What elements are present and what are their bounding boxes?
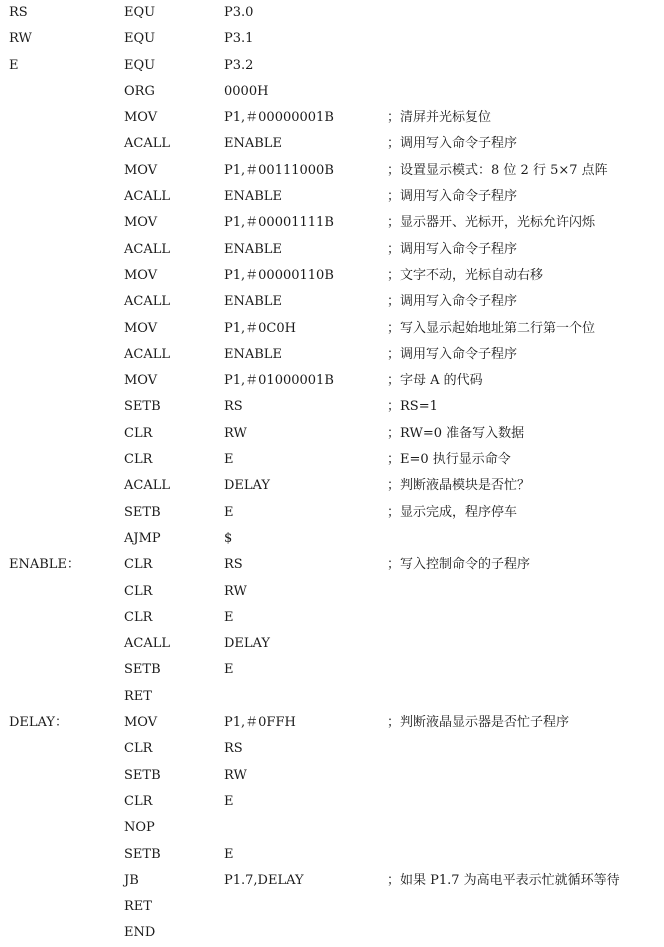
line-mnemonic: EQU — [124, 31, 156, 47]
line-operand: E — [224, 662, 234, 678]
line-mnemonic: ORG — [124, 83, 155, 99]
code-line — [0, 868, 664, 894]
line-mnemonic: END — [124, 925, 156, 941]
line-comment: ；E=0 执行显示命令 — [387, 452, 511, 468]
line-operand: P1.7,DELAY — [224, 872, 304, 888]
line-operand: DELAY — [224, 478, 270, 494]
line-mnemonic: SETB — [124, 399, 161, 415]
code-line — [0, 763, 664, 789]
line-operand: ENABLE — [224, 189, 282, 205]
line-operand: P3.2 — [224, 57, 254, 73]
line-mnemonic: AJMP — [124, 530, 161, 546]
code-line — [0, 105, 664, 131]
line-label: ENABLE： — [9, 557, 80, 573]
line-mnemonic: CLR — [124, 425, 153, 441]
line-mnemonic: SETB — [124, 767, 161, 783]
line-comment: ；写入显示起始地址第二行第一个位 — [387, 320, 596, 336]
line-mnemonic: MOV — [124, 373, 158, 389]
line-mnemonic: ACALL — [124, 478, 170, 494]
line-mnemonic: MOV — [124, 320, 158, 336]
line-label: RS — [9, 5, 28, 20]
line-operand: RS — [224, 557, 243, 573]
code-line — [0, 552, 664, 578]
line-operand: 0000H — [224, 83, 269, 99]
line-comment: ；调用写入命令子程序 — [387, 346, 518, 362]
line-operand: ENABLE — [224, 294, 282, 310]
code-line — [0, 26, 664, 52]
code-line — [0, 842, 664, 868]
line-operand: RS — [224, 741, 243, 757]
line-operand: P1,＃00000001B — [224, 110, 334, 126]
line-operand: RW — [224, 767, 247, 783]
line-operand: P1,＃00111000B — [224, 162, 334, 178]
line-comment: ；判断液晶模块是否忙？ — [387, 478, 531, 494]
line-operand: P1,＃00000110B — [224, 267, 334, 283]
line-mnemonic: SETB — [124, 662, 161, 678]
code-line — [0, 579, 664, 605]
line-mnemonic: CLR — [124, 557, 153, 573]
code-line — [0, 394, 664, 420]
code-line — [0, 368, 664, 394]
line-operand: RW — [224, 425, 247, 441]
line-comment: ；调用写入命令子程序 — [387, 241, 518, 257]
line-operand: P1,＃01000001B — [224, 373, 334, 389]
line-operand: E — [224, 452, 234, 468]
line-mnemonic: ACALL — [124, 241, 170, 257]
code-line — [0, 158, 664, 184]
code-line — [0, 631, 664, 657]
line-mnemonic: JB — [124, 872, 139, 888]
code-line — [0, 894, 664, 920]
code-line — [0, 447, 664, 473]
line-mnemonic: MOV — [124, 162, 158, 178]
line-mnemonic: RET — [124, 688, 152, 704]
line-mnemonic: EQU — [124, 5, 156, 20]
line-mnemonic: ACALL — [124, 136, 170, 152]
line-comment: ；调用写入命令子程序 — [387, 189, 518, 205]
line-comment: ；RW=0 准备写入数据 — [387, 425, 525, 441]
line-comment: ；调用写入命令子程序 — [387, 136, 518, 152]
line-mnemonic: MOV — [124, 110, 158, 126]
line-comment: ；如果 P1.7 为高电平表示忙就循环等待 — [387, 872, 620, 888]
line-operand: E — [224, 504, 234, 520]
line-operand: RS — [224, 399, 243, 415]
line-label: E — [9, 57, 19, 73]
code-line — [0, 473, 664, 499]
code-line — [0, 237, 664, 263]
line-operand: DELAY — [224, 636, 270, 652]
line-mnemonic: EQU — [124, 57, 156, 73]
line-mnemonic: MOV — [124, 267, 158, 283]
line-label: DELAY： — [9, 715, 68, 731]
line-mnemonic: ACALL — [124, 346, 170, 362]
code-line — [0, 79, 664, 105]
code-line — [0, 342, 664, 368]
line-comment: ；设置显示模式：8 位 2 行 5×7 点阵 — [387, 162, 608, 178]
code-line — [0, 605, 664, 631]
line-operand: ENABLE — [224, 241, 282, 257]
line-mnemonic: NOP — [124, 820, 155, 836]
code-line — [0, 53, 664, 79]
code-line — [0, 210, 664, 236]
line-mnemonic: CLR — [124, 741, 153, 757]
code-line — [0, 0, 664, 26]
line-mnemonic: MOV — [124, 715, 158, 731]
line-comment: ；清屏并光标复位 — [387, 110, 492, 126]
line-label: RW — [9, 31, 32, 47]
line-mnemonic: ACALL — [124, 294, 170, 310]
line-operand: E — [224, 609, 234, 625]
code-line — [0, 184, 664, 210]
line-operand: P3.1 — [224, 31, 254, 47]
code-line — [0, 263, 664, 289]
line-comment: ；写入控制命令的子程序 — [387, 557, 531, 573]
code-line — [0, 710, 664, 736]
line-mnemonic: CLR — [124, 609, 153, 625]
line-operand: P1,＃00001111B — [224, 215, 334, 231]
line-comment: ；调用写入命令子程序 — [387, 294, 518, 310]
line-operand: ENABLE — [224, 136, 282, 152]
line-operand: ENABLE — [224, 346, 282, 362]
code-line — [0, 657, 664, 683]
code-line — [0, 815, 664, 841]
line-comment: ；显示完成，程序停车 — [387, 504, 518, 520]
code-line — [0, 736, 664, 762]
code-line — [0, 289, 664, 315]
line-comment: ；字母 A 的代码 — [387, 373, 483, 389]
line-mnemonic: CLR — [124, 793, 153, 809]
code-line — [0, 526, 664, 552]
line-operand: P1,＃0FFH — [224, 715, 296, 731]
code-line — [0, 131, 664, 157]
line-mnemonic: SETB — [124, 504, 161, 520]
line-comment: ；显示器开、光标开，光标允许闪烁 — [387, 215, 596, 231]
code-line — [0, 789, 664, 815]
line-mnemonic: CLR — [124, 583, 153, 599]
line-operand: E — [224, 793, 234, 809]
line-operand: P3.0 — [224, 5, 254, 20]
line-comment: ；RS=1 — [387, 399, 438, 415]
line-operand: E — [224, 846, 234, 862]
line-mnemonic: MOV — [124, 215, 158, 231]
line-mnemonic: RET — [124, 899, 152, 915]
code-line — [0, 920, 664, 946]
line-mnemonic: ACALL — [124, 189, 170, 205]
line-comment: ；判断液晶显示器是否忙子程序 — [387, 715, 570, 731]
code-line — [0, 421, 664, 447]
line-mnemonic: ACALL — [124, 636, 170, 652]
line-operand: $ — [224, 530, 233, 546]
code-line — [0, 316, 664, 342]
line-mnemonic: SETB — [124, 846, 161, 862]
line-mnemonic: CLR — [124, 452, 153, 468]
code-line — [0, 684, 664, 710]
code-line — [0, 500, 664, 526]
line-operand: RW — [224, 583, 247, 599]
line-operand: P1,＃0C0H — [224, 320, 296, 336]
line-comment: ；文字不动，光标自动右移 — [387, 267, 544, 283]
